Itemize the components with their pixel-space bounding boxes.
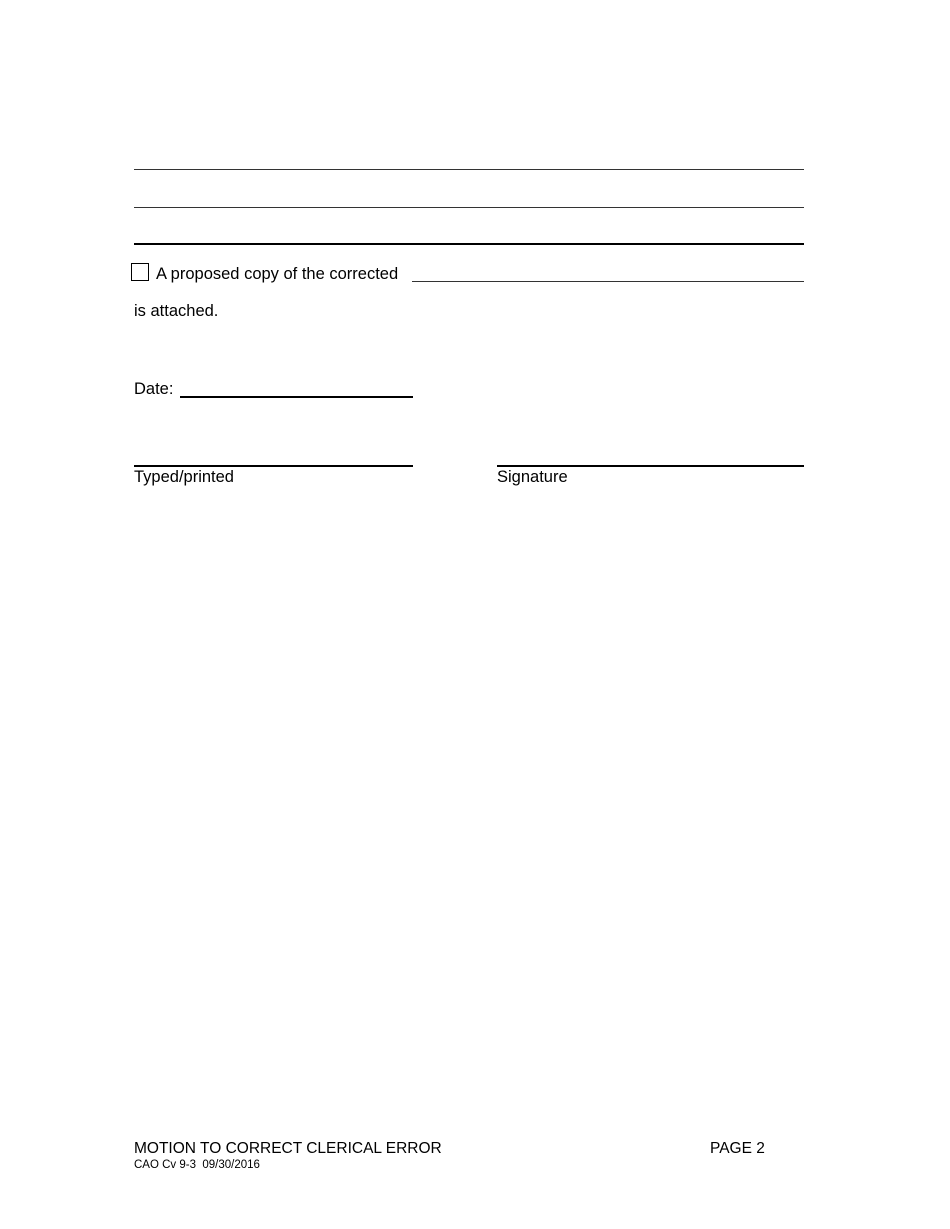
attachment-label: A proposed copy of the corrected [156,265,399,283]
form-code: CAO Cv 9-3 09/30/2016 [134,1159,260,1171]
typed-label: Typed/printed [134,468,234,486]
blank-line-1[interactable] [134,169,804,170]
attachment-suffix: is attached. [134,302,219,320]
page-number: PAGE 2 [710,1140,765,1157]
corrected-document-field[interactable] [412,281,804,282]
signature-label: Signature [497,468,568,486]
blank-line-3[interactable] [134,243,804,245]
footer-title: MOTION TO CORRECT CLERICAL ERROR [134,1140,442,1157]
attachment-checkbox[interactable] [131,263,149,281]
blank-line-2[interactable] [134,207,804,208]
date-field[interactable] [180,396,413,398]
date-label: Date: [134,380,174,398]
